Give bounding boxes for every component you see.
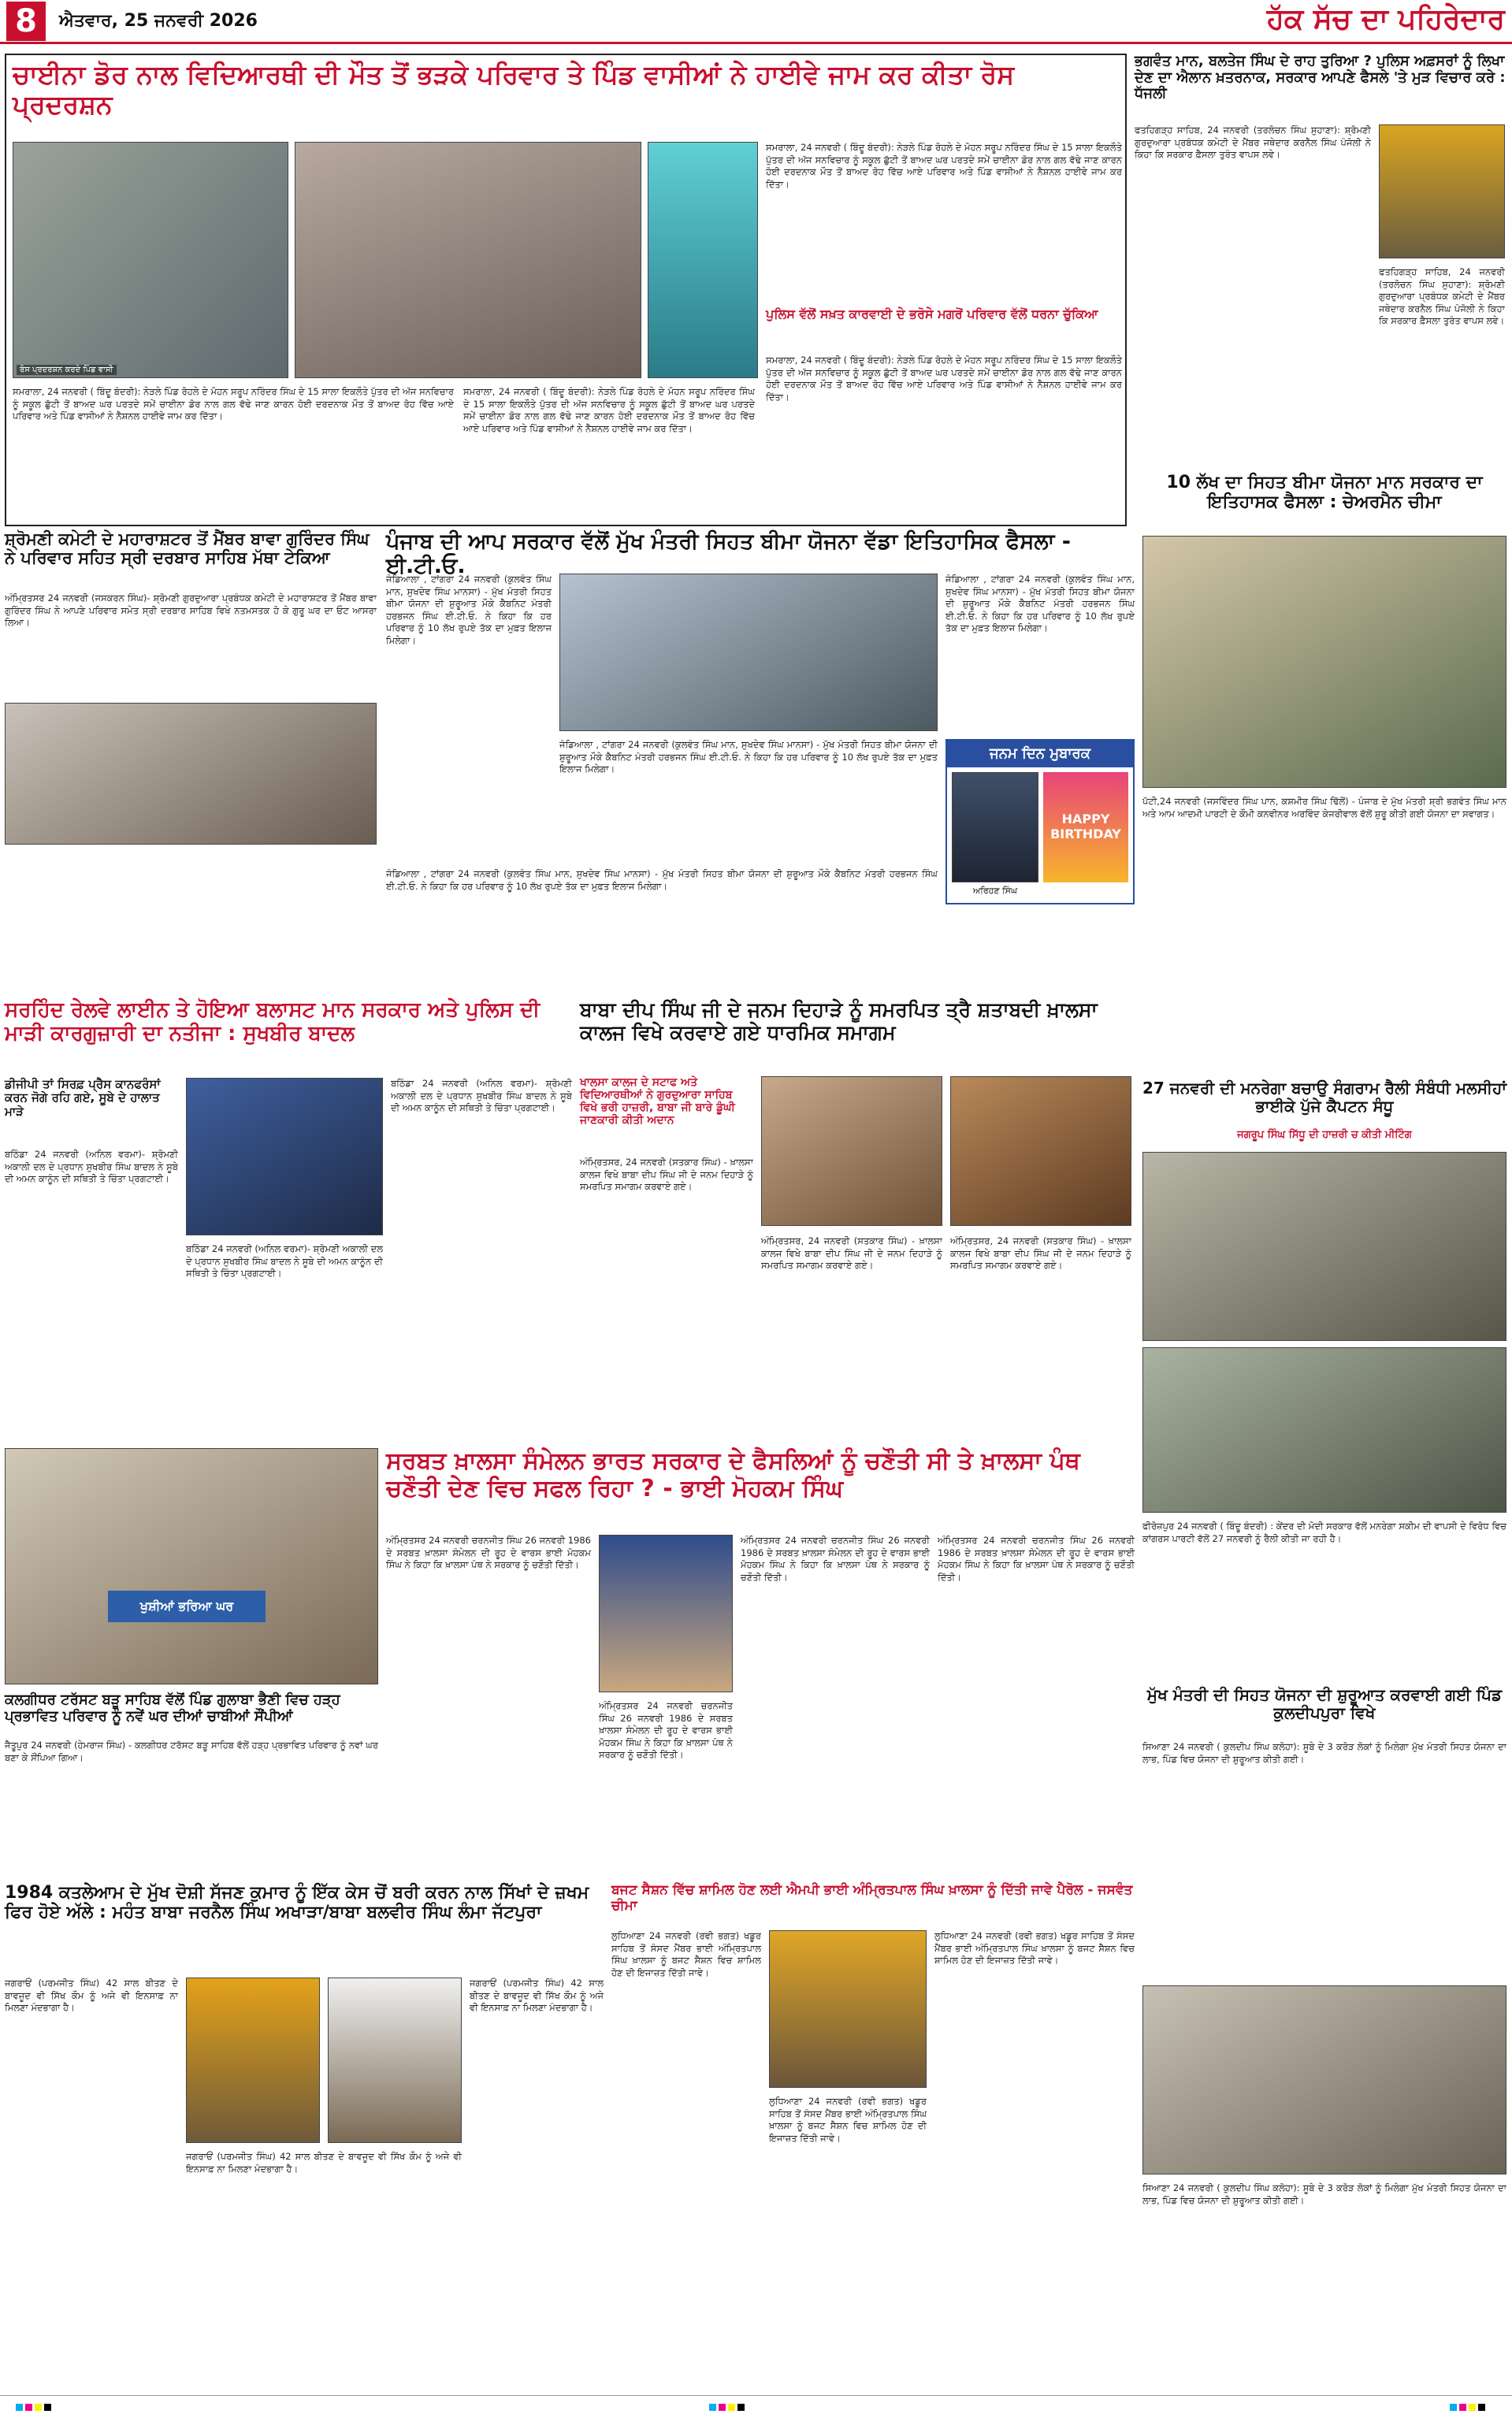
sarbat-body: ਅੰਮ੍ਰਿਤਸਰ 24 ਜਨਵਰੀ ਚਰਨਜੀਤ ਸਿੰਘ 26 ਜਨਵਰੀ 1986 ਦੇ ਸਰਬਤ ਖ਼ਾਲਸਾ ਸੰਮੇਲਨ ਦੀ ਰੂਹ ਦੇ ਵਾਰਸ ਭਾਈ ਮੋਹਕਮ ਸਿੰਘ ਨੇ ਕਿਹਾ ਕਿ ਖ਼ਾਲਸਾ ਪੰਥ ਨੇ ਸਰਕਾਰ ਨੂੰ ਚਣੌਤੀ ਦਿੱਤੀ। [386, 1535, 591, 1570]
sukhbir-story [5, 999, 572, 1440]
insurance-headline: ਪੰਜਾਬ ਦੀ ਆਪ ਸਰਕਾਰ ਵੱਲੋਂ ਮੁੱਖ ਮੰਤਰੀ ਸਿਹਤ ਬੀਮਾ ਯੋਜਨਾ ਵੱਡਾ ਇਤਿਹਾਸਿਕ ਫੈਸਲਾ - ਈ.ਟੀ.ਓ. [386, 529, 1071, 579]
sajjan-photo-1 [186, 1978, 320, 2143]
lead-body-col2: ਸਮਰਾਲਾ, 24 ਜਨਵਰੀ ( ਬਿੰਦੂ ਬੰਦਰੀ): ਨੇੜਲੇ ਪਿੰਡ ਰੋਹਲੇ ਦੇ ਮੋਹਨ ਸਰੂਪ ਨਰਿੰਦਰ ਸਿੰਘ ਦੇ 15 ਸਾਲਾ ਇਕਲੌਤੇ ਪੁੱਤਰ ਦੀ ਅੱਜ ਸਨਵਿਚਾਰ ਨੂੰ ਸਕੂਲ ਛੁੱਟੀ ਤੋਂ ਬਾਅਦ ਘਰ ਪਰਤਦੇ ਸਮੇਂ ਚਾਈਨਾ ਡੋਰ ਨਾਲ ਗਲ ਵੱਢੇ ਜਾਣ ਕਾਰਨ ਹੋਈ ਦਰਦਨਾਕ ਮੌਤ ਤੋਂ ਬਾਅਦ ਰੋਹ ਵਿੱਚ ਆਏ ਪਰਿਵਾਰ ਅਤੇ ਪਿੰਡ ਵਾਸੀਆਂ ਨੇ ਨੈਸ਼ਨਲ ਹਾਈਵੇ ਜਾਮ ਕਰ ਦਿੱਤਾ। [463, 386, 755, 434]
color-bar-center [709, 2399, 747, 2414]
khalsa-story [611, 1883, 1135, 2387]
sukhbir-body: ਬਠਿੰਡਾ 24 ਜਨਵਰੀ (ਅਨਿਲ ਵਰਮਾ)- ਸ਼੍ਰੋਮਣੀ ਅਕਾਲੀ ਦਲ ਦੇ ਪ੍ਰਧਾਨ ਸੁਖਬੀਰ ਸਿੰਘ ਬਾਦਲ ਨੇ ਸੂਬੇ ਦੀ ਅਮਨ ਕਾਨੂੰਨ ਦੀ ਸਥਿਤੀ ਤੇ ਚਿੰਤਾ ਪ੍ਰਗਟਾਈ। [5, 1149, 178, 1184]
right-top-body: ਫਤਹਿਗੜ੍ਹ ਸਾਹਿਬ, 24 ਜਨਵਰੀ (ਤਰਲੋਚਨ ਸਿੰਘ ਸੁਹਾਣਾ): ਸ਼੍ਰੋਮਣੀ ਗੁਰਦੁਆਰਾ ਪ੍ਰਬੰਧਕ ਕਮੇਟੀ ਦੇ ਮੈਂਬਰ ਜਥੇਦਾਰ ਕਰਨੈਲ ਸਿੰਘ ਪੰਜੋਲੀ ਨੇ ਕਿਹਾ ਕਿ ਸਰਕਾਰ ਫ਼ੈਸਲਾ ਤੁਰੰਤ ਵਾਪਸ ਲਵੇ। [1135, 124, 1371, 160]
insurance-story [386, 529, 1135, 994]
health-scheme-photo [1142, 1985, 1506, 2174]
sukhbir-photo [186, 1078, 383, 1235]
kalgidhar-body: ਜੈਤੂਪੁਰ 24 ਜਨਵਰੀ (ਹੇਮਰਾਜ ਸਿੰਘ) - ਕਲਗੀਧਰ ਟਰੱਸਟ ਬੜੂ ਸਾਹਿਬ ਵੱਲੋਂ ਹੜ੍ਹ ਪ੍ਰਭਾਵਿਤ ਪਰਿਵਾਰ ਨੂੰ ਨਵਾਂ ਘਰ ਬਣਾ ਕੇ ਸੌਂਪਿਆ ਗਿਆ। [5, 1740, 378, 1763]
sarbat-headline: ਸਰਬਤ ਖ਼ਾਲਸਾ ਸੰਮੇਲਨ ਭਾਰਤ ਸਰਕਾਰ ਦੇ ਫੈਸਲਿਆਂ ਨੂੰ ਚਣੌਤੀ ਸੀ ਤੇ ਖ਼ਾਲਸਾ ਪੰਥ ਚਣੌਤੀ ਦੇਣ ਵਿਚ ਸਫਲ ਰਿਹਾ ? - ਭਾਈ ਮੋਹਕਮ ਸਿੰਘ [386, 1447, 1080, 1502]
lead-body-col3: ਸਮਰਾਲਾ, 24 ਜਨਵਰੀ ( ਬਿੰਦੂ ਬੰਦਰੀ): ਨੇੜਲੇ ਪਿੰਡ ਰੋਹਲੇ ਦੇ ਮੋਹਨ ਸਰੂਪ ਨਰਿੰਦਰ ਸਿੰਘ ਦੇ 15 ਸਾਲਾ ਇਕਲੌਤੇ ਪੁੱਤਰ ਦੀ ਅੱਜ ਸਨਵਿਚਾਰ ਨੂੰ ਸਕੂਲ ਛੁੱਟੀ ਤੋਂ ਬਾਅਦ ਘਰ ਪਰਤਦੇ ਸਮੇਂ ਚਾਈਨਾ ਡੋਰ ਨਾਲ ਗਲ ਵੱਢੇ ਜਾਣ ਕਾਰਨ ਹੋਈ ਦਰਦਨਾਕ ਮੌਤ ਤੋਂ ਬਾਅਦ ਰੋਹ ਵਿੱਚ ਆਏ ਪਰਿਵਾਰ ਅਤੇ ਪਿੰਡ ਵਾਸੀਆਂ ਨੇ ਨੈਸ਼ਨਲ ਹਾਈਵੇ ਜਾਮ ਕਰ ਦਿੱਤਾ। [766, 142, 1122, 190]
rally-headline: 27 ਜਨਵਰੀ ਦੀ ਮਨਰੇਗਾ ਬਚਾਉ ਸੰਗਰਾਮ ਰੈਲੀ ਸੰਬੰਧੀ ਮਲਸੀਹਾਂ ਭਾਈਕੇ ਪੁੱਜੇ ਕੈਪਟਨ ਸੰਧੂ [1142, 1079, 1506, 1116]
khalsa-body: ਲੁਧਿਆਣਾ 24 ਜਨਵਰੀ (ਰਵੀ ਭਗਤ) ਖਡੂਰ ਸਾਹਿਬ ਤੋਂ ਸੰਸਦ ਮੈਂਬਰ ਭਾਈ ਅੰਮ੍ਰਿਤਪਾਲ ਸਿੰਘ ਖ਼ਾਲਸਾ ਨੂੰ ਬਜਟ ਸੈਸ਼ਨ ਵਿਚ ਸ਼ਾਮਿਲ ਹੋਣ ਦੀ ਇਜਾਜ਼ਤ ਦਿੱਤੀ ਜਾਵੇ। [611, 1930, 761, 1978]
sajjan-body-3: ਜਗਰਾਓਂ (ਪਰਮਜੀਤ ਸਿੰਘ) 42 ਸਾਲ ਬੀਤਣ ਦੇ ਬਾਵਜੂਦ ਵੀ ਸਿੱਖ ਕੌਮ ਨੂੰ ਅਜੇ ਵੀ ਇਨਸਾਫ਼ ਨਾ ਮਿਲਣਾ ਮੰਦਭਾਗਾ ਹੈ। [470, 1978, 604, 2013]
sukhbir-headline: ਸਰਹਿੰਦ ਰੇਲਵੇ ਲਾਈਨ ਤੇ ਹੋਇਆ ਬਲਾਸਟ ਮਾਨ ਸਰਕਾਰ ਅਤੇ ਪੁਲਿਸ ਦੀ ਮਾੜੀ ਕਾਰਗੁਜ਼ਾਰੀ ਦਾ ਨਤੀਜਾ : ਸੁਖਬੀਰ ਬਾਦਲ [5, 998, 541, 1045]
sgpc-story [5, 529, 377, 852]
sarbat-story [386, 1448, 1135, 1874]
rally-photo-2 [1142, 1347, 1506, 1513]
sajjan-headline: 1984 ਕਤਲੇਆਮ ਦੇ ਮੁੱਖ ਦੋਸ਼ੀ ਸੱਜਣ ਕੁਮਾਰ ਨੂੰ ਇੱਕ ਕੇਸ ਚੋਂ ਬਰੀ ਕਰਨ ਨਾਲ ਸਿੱਖਾਂ ਦੇ ਜ਼ਖਮ ਫਿਰ ਹੋਏ ਅੱਲੇ : ਮਹੰਤ ਬਾਬਾ ਜਰਨੈਲ ਸਿੰਘ ਅਖਾੜਾ/ਬਾਬਾ ਬਲਵੀਰ ਸਿੰਘ ਲੰਮਾ ਜੱਟਪੁਰਾ [5, 1883, 589, 1923]
cheema-photo [1142, 536, 1506, 788]
paper-name: ਹੱਕ ਸੱਚ ਦਾ ਪਹਿਰੇਦਾਰ [1266, 3, 1505, 35]
health-scheme-body-2: ਸਿਆਣਾ 24 ਜਨਵਰੀ ( ਕੁਲਦੀਪ ਸਿੰਘ ਕਲੋਹਾ): ਸੂਬੇ ਦੇ 3 ਕਰੋੜ ਲੋਕਾਂ ਨੂੰ ਮਿਲੇਗਾ ਮੁੱਖ ਮੰਤਰੀ ਸਿਹਤ ਯੋਜਨਾ ਦਾ ਲਾਭ, ਪਿੰਡ ਵਿਚ ਯੋਜਨਾ ਦੀ ਸ਼ੁਰੂਆਤ ਕੀਤੀ ਗਈ। [1142, 2182, 1506, 2206]
sukhbir-body-2: ਬਠਿੰਡਾ 24 ਜਨਵਰੀ (ਅਨਿਲ ਵਰਮਾ)- ਸ਼੍ਰੋਮਣੀ ਅਕਾਲੀ ਦਲ ਦੇ ਪ੍ਰਧਾਨ ਸੁਖਬੀਰ ਸਿੰਘ ਬਾਦਲ ਨੇ ਸੂਬੇ ਦੀ ਅਮਨ ਕਾਨੂੰਨ ਦੀ ਸਥਿਤੀ ਤੇ ਚਿੰਤਾ ਪ੍ਰਗਟਾਈ। [186, 1243, 383, 1279]
birthday-photo [952, 772, 1038, 882]
birthday-name: ਅਰਿਹਣ ਸਿੰਘ [972, 886, 1018, 896]
lead-photo-student [648, 142, 758, 378]
sgpc-headline: ਸ਼੍ਰੋਮਣੀ ਕਮੇਟੀ ਦੇ ਮਹਾਰਾਸ਼ਟਰ ਤੋਂ ਮੈਂਬਰ ਬਾਵਾ ਗੁਰਿੰਦਰ ਸਿੰਘ ਨੇ ਪਰਿਵਾਰ ਸਹਿਤ ਸ੍ਰੀ ਦਰਬਾਰ ਸਾਹਿਬ ਮੱਥਾ ਟੇਕਿਆ [5, 529, 370, 568]
sarbat-body-3: ਅੰਮ੍ਰਿਤਸਰ 24 ਜਨਵਰੀ ਚਰਨਜੀਤ ਸਿੰਘ 26 ਜਨਵਰੀ 1986 ਦੇ ਸਰਬਤ ਖ਼ਾਲਸਾ ਸੰਮੇਲਨ ਦੀ ਰੂਹ ਦੇ ਵਾਰਸ ਭਾਈ ਮੋਹਕਮ ਸਿੰਘ ਨੇ ਕਿਹਾ ਕਿ ਖ਼ਾਲਸਾ ਪੰਥ ਨੇ ਸਰਕਾਰ ਨੂੰ ਚਣੌਤੀ ਦਿੱਤੀ। [938, 1535, 1135, 1583]
right-top-photo [1379, 124, 1505, 258]
baba-deep-body-3: ਅੰਮ੍ਰਿਤਸਰ, 24 ਜਨਵਰੀ (ਸਤਕਾਰ ਸਿੰਘ) - ਖ਼ਾਲਸਾ ਕਾਲਜ ਵਿਖੇ ਬਾਬਾ ਦੀਪ ਸਿੰਘ ਜੀ ਦੇ ਜਨਮ ਦਿਹਾੜੇ ਨੂੰ ਸਮਰਪਿਤ ਸਮਾਗਮ ਕਰਵਾਏ ਗਏ। [950, 1235, 1131, 1271]
lead-story [5, 54, 1127, 526]
sgpc-photo [5, 703, 377, 845]
khalsa-photo [769, 1930, 927, 2088]
lead-headline: ਚਾਈਨਾ ਡੋਰ ਨਾਲ ਵਿਦਿਆਰਥੀ ਦੀ ਮੌਤ ਤੋਂ ਭੜਕੇ ਪਰਿਵਾਰ ਤੇ ਪਿੰਡ ਵਾਸੀਆਂ ਨੇ ਹਾਈਵੇ ਜਾਮ ਕਰ ਕੀਤਾ ਰੋਸ ਪ੍ਰਦਰਸ਼ਨ [13, 59, 1015, 120]
lead-body-col4: ਸਮਰਾਲਾ, 24 ਜਨਵਰੀ ( ਬਿੰਦੂ ਬੰਦਰੀ): ਨੇੜਲੇ ਪਿੰਡ ਰੋਹਲੇ ਦੇ ਮੋਹਨ ਸਰੂਪ ਨਰਿੰਦਰ ਸਿੰਘ ਦੇ 15 ਸਾਲਾ ਇਕਲੌਤੇ ਪੁੱਤਰ ਦੀ ਅੱਜ ਸਨਵਿਚਾਰ ਨੂੰ ਸਕੂਲ ਛੁੱਟੀ ਤੋਂ ਬਾਅਦ ਘਰ ਪਰਤਦੇ ਸਮੇਂ ਚਾਈਨਾ ਡੋਰ ਨਾਲ ਗਲ ਵੱਢੇ ਜਾਣ ਕਾਰਨ ਹੋਈ ਦਰਦਨਾਕ ਮੌਤ ਤੋਂ ਬਾਅਦ ਰੋਹ ਵਿੱਚ ਆਏ ਪਰਿਵਾਰ ਅਤੇ ਪਿੰਡ ਵਾਸੀਆਂ ਨੇ ਨੈਸ਼ਨਲ ਹਾਈਵੇ ਜਾਮ ਕਰ ਦਿੱਤਾ। [766, 355, 1122, 403]
sajjan-body: ਜਗਰਾਓਂ (ਪਰਮਜੀਤ ਸਿੰਘ) 42 ਸਾਲ ਬੀਤਣ ਦੇ ਬਾਵਜੂਦ ਵੀ ਸਿੱਖ ਕੌਮ ਨੂੰ ਅਜੇ ਵੀ ਇਨਸਾਫ਼ ਨਾ ਮਿਲਣਾ ਮੰਦਭਾਗਾ ਹੈ। [5, 1978, 178, 2013]
right-top-story [1135, 54, 1506, 471]
cheema-body: ਪੱਟੀ,24 ਜਨਵਰੀ (ਜਸਵਿੰਦਰ ਸਿੰਘ ਪਾਨ, ਕਸ਼ਮੀਰ ਸਿੰਘ ਢਿੱਲੋਂ) - ਪੰਜਾਬ ਦੇ ਮੁੱਖ ਮੰਤਰੀ ਸ਼੍ਰੀ ਭਗਵੰਤ ਸਿੰਘ ਮਾਨ ਅਤੇ ਆਮ ਆਦਮੀ ਪਾਰਟੀ ਦੇ ਕੌਮੀ ਕਨਵੀਨਰ ਅਰਵਿੰਦ ਕੇਜਰੀਵਾਲ ਵੱਲੋਂ ਸ਼ੁਰੂ ਕੀਤੀ ਗਈ ਯੋਜਨਾ ਦਾ ਸਵਾਗਤ। [1142, 796, 1506, 819]
sajjan-photo-2 [328, 1978, 462, 2143]
cheema-headline: 10 ਲੱਖ ਦਾ ਸਿਹਤ ਬੀਮਾ ਯੋਜਨਾ ਮਾਨ ਸਰਕਾਰ ਦਾ ਇਤਿਹਾਸਕ ਫੈਸਲਾ : ਚੇਅਰਮੈਨ ਚੀਮਾ [1166, 473, 1483, 513]
baba-deep-kicker: ਖਾਲਸਾ ਕਾਲਜ ਦੇ ਸਟਾਫ ਅਤੇ ਵਿਦਿਆਰਥੀਆਂ ਨੇ ਗੁਰਦੁਆਰਾ ਸਾਹਿਬ ਵਿਖੇ ਭਰੀ ਹਾਜ਼ਰੀ, ਬਾਬਾ ਜੀ ਬਾਰੇ ਡੂੰਘੀ ਜਾਣਕਾਰੀ ਕੀਤੀ ਅਦਾਨ [580, 1076, 735, 1127]
lead-photo-caption: ਰੋਸ ਪ੍ਰਦਰਸ਼ਨ ਕਰਦੇ ਪਿੰਡ ਵਾਸੀ [17, 365, 117, 375]
health-scheme-headline: ਮੁੱਖ ਮੰਤਰੀ ਦੀ ਸਿਹਤ ਯੋਜਨਾ ਦੀ ਸ਼ੁਰੂਆਤ ਕਰਵਾਈ ਗਈ ਪਿੰਡ ਕੁਲਦੀਪਪੁਰਾ ਵਿਖੇ [1146, 1685, 1503, 1722]
baba-deep-story [580, 999, 1131, 1440]
right-top-headline: ਭਗਵੰਤ ਮਾਨ, ਬਲਤੇਜ ਸਿੰਘ ਦੇ ਰਾਹ ਤੁਰਿਆ ? ਪੁਲਿਸ ਅਫ਼ਸਰਾਂ ਨੂੰ ਲਿਖਾ ਦੇਣ ਦਾ ਐਲਾਨ ਖ਼ਤਰਨਾਕ, ਸਰਕਾਰ ਆਪਣੇ ਫੈਸਲੇ 'ਤੇ ਮੁੜ ਵਿਚਾਰ ਕਰੇ : ਧੱਜਲੀ [1135, 53, 1506, 102]
sarbat-photo [599, 1535, 733, 1692]
baba-deep-photo-1 [761, 1076, 942, 1226]
baba-deep-body: ਅੰਮ੍ਰਿਤਸਰ, 24 ਜਨਵਰੀ (ਸਤਕਾਰ ਸਿੰਘ) - ਖ਼ਾਲਸਾ ਕਾਲਜ ਵਿਖੇ ਬਾਬਾ ਦੀਪ ਸਿੰਘ ਜੀ ਦੇ ਜਨਮ ਦਿਹਾੜੇ ਨੂੰ ਸਮਰਪਿਤ ਸਮਾਗਮ ਕਰਵਾਏ ਗਏ। [580, 1157, 753, 1192]
birthday-box [945, 739, 1135, 904]
color-bar-right [1450, 2399, 1488, 2414]
insurance-photo [559, 574, 938, 731]
baba-deep-photo-2 [950, 1076, 1131, 1226]
footer-registration [0, 2395, 1512, 2410]
masthead [0, 0, 1512, 44]
cheema-story [1142, 473, 1506, 1071]
lead-body: ਸਮਰਾਲਾ, 24 ਜਨਵਰੀ ( ਬਿੰਦੂ ਬੰਦਰੀ): ਨੇੜਲੇ ਪਿੰਡ ਰੋਹਲੇ ਦੇ ਮੋਹਨ ਸਰੂਪ ਨਰਿੰਦਰ ਸਿੰਘ ਦੇ 15 ਸਾਲਾ ਇਕਲੌਤੇ ਪੁੱਤਰ ਦੀ ਅੱਜ ਸਨਵਿਚਾਰ ਨੂੰ ਸਕੂਲ ਛੁੱਟੀ ਤੋਂ ਬਾਅਦ ਘਰ ਪਰਤਦੇ ਸਮੇਂ ਚਾਈਨਾ ਡੋਰ ਨਾਲ ਗਲ ਵੱਢੇ ਜਾਣ ਕਾਰਨ ਹੋਈ ਦਰਦਨਾਕ ਮੌਤ ਤੋਂ ਬਾਅਦ ਰੋਹ ਵਿੱਚ ਆਏ ਪਰਿਵਾਰ ਅਤੇ ਪਿੰਡ ਵਾਸੀਆਂ ਨੇ ਨੈਸ਼ਨਲ ਹਾਈਵੇ ਜਾਮ ਕਰ ਦਿੱਤਾ। [13, 386, 454, 422]
sajjan-body-2: ਜਗਰਾਓਂ (ਪਰਮਜੀਤ ਸਿੰਘ) 42 ਸਾਲ ਬੀਤਣ ਦੇ ਬਾਵਜੂਦ ਵੀ ਸਿੱਖ ਕੌਮ ਨੂੰ ਅਜੇ ਵੀ ਇਨਸਾਫ਼ ਨਾ ਮਿਲਣਾ ਮੰਦਭਾਗਾ ਹੈ। [186, 2151, 462, 2174]
sukhbir-kicker: ਡੀਜੀਪੀ ਤਾਂ ਸਿਰਫ਼ ਪ੍ਰੈਸ ਕਾਨਫਰੰਸਾਂ ਕਰਨ ਜੋਗੇ ਰਹਿ ਗਏ, ਸੂਬੇ ਦੇ ਹਾਲਾਤ ਮਾੜੇ [5, 1077, 161, 1119]
right-top-body-2: ਫਤਹਿਗੜ੍ਹ ਸਾਹਿਬ, 24 ਜਨਵਰੀ (ਤਰਲੋਚਨ ਸਿੰਘ ਸੁਹਾਣਾ): ਸ਼੍ਰੋਮਣੀ ਗੁਰਦੁਆਰਾ ਪ੍ਰਬੰਧਕ ਕਮੇਟੀ ਦੇ ਮੈਂਬਰ ਜਥੇਦਾਰ ਕਰਨੈਲ ਸਿੰਘ ਪੰਜੋਲੀ ਨੇ ਕਿਹਾ ਕਿ ਸਰਕਾਰ ਫ਼ੈਸਲਾ ਤੁਰੰਤ ਵਾਪਸ ਲਵੇ। [1379, 266, 1505, 326]
health-scheme-body: ਸਿਆਣਾ 24 ਜਨਵਰੀ ( ਕੁਲਦੀਪ ਸਿੰਘ ਕਲੋਹਾ): ਸੂਬੇ ਦੇ 3 ਕਰੋੜ ਲੋਕਾਂ ਨੂੰ ਮਿਲੇਗਾ ਮੁੱਖ ਮੰਤਰੀ ਸਿਹਤ ਯੋਜਨਾ ਦਾ ਲਾਭ, ਪਿੰਡ ਵਿਚ ਯੋਜਨਾ ਦੀ ਸ਼ੁਰੂਆਤ ਕੀਤੀ ਗਈ। [1142, 1741, 1506, 1765]
sukhbir-body-3: ਬਠਿੰਡਾ 24 ਜਨਵਰੀ (ਅਨਿਲ ਵਰਮਾ)- ਸ਼੍ਰੋਮਣੀ ਅਕਾਲੀ ਦਲ ਦੇ ਪ੍ਰਧਾਨ ਸੁਖਬੀਰ ਸਿੰਘ ਬਾਦਲ ਨੇ ਸੂਬੇ ਦੀ ਅਮਨ ਕਾਨੂੰਨ ਦੀ ਸਥਿਤੀ ਤੇ ਚਿੰਤਾ ਪ੍ਰਗਟਾਈ। [391, 1078, 572, 1113]
kalgidhar-banner: ਖੁਸ਼ੀਆਂ ਭਰਿਆ ਘਰ [108, 1591, 266, 1622]
khalsa-body-3: ਲੁਧਿਆਣਾ 24 ਜਨਵਰੀ (ਰਵੀ ਭਗਤ) ਖਡੂਰ ਸਾਹਿਬ ਤੋਂ ਸੰਸਦ ਮੈਂਬਰ ਭਾਈ ਅੰਮ੍ਰਿਤਪਾਲ ਸਿੰਘ ਖ਼ਾਲਸਾ ਨੂੰ ਬਜਟ ਸੈਸ਼ਨ ਵਿਚ ਸ਼ਾਮਿਲ ਹੋਣ ਦੀ ਇਜਾਜ਼ਤ ਦਿੱਤੀ ਜਾਵੇ। [934, 1930, 1135, 1966]
lead-photo-crowd [295, 142, 641, 378]
rally-body: ਫੀਰੋਜ਼ਪੁਰ 24 ਜਨਵਰੀ ( ਬਿੰਦੂ ਬੰਦਰੀ) : ਕੇਂਦਰ ਦੀ ਮੋਦੀ ਸਰਕਾਰ ਵੱਲੋਂ ਮਨਰੇਗਾ ਸਕੀਮ ਦੀ ਵਾਪਸੀ ਦੇ ਵਿਰੋਧ ਵਿਚ ਕਾਂਗਰਸ ਪਾਰਟੀ ਵੱਲੋਂ 27 ਜਨਵਰੀ ਨੂੰ ਰੈਲੀ ਕੀਤੀ ਜਾ ਰਹੀ ਹੈ। [1142, 1521, 1506, 1544]
baba-deep-headline: ਬਾਬਾ ਦੀਪ ਸਿੰਘ ਜੀ ਦੇ ਜਨਮ ਦਿਹਾੜੇ ਨੂੰ ਸਮਰਪਿਤ ਤ੍ਰੈ ਸ਼ਤਾਬਦੀ ਖ਼ਾਲਸਾ ਕਾਲਜ ਵਿਖੇ ਕਰਵਾਏ ਗਏ ਧਾਰਮਿਕ ਸਮਾਗਮ [580, 998, 1098, 1044]
kalgidhar-story [5, 1448, 378, 1874]
kalgidhar-photo [5, 1448, 378, 1684]
kalgidhar-headline: ਕਲਗੀਧਰ ਟਰੱਸਟ ਬੜੂ ਸਾਹਿਬ ਵੱਲੋਂ ਪਿੰਡ ਗੁਲਾਬਾ ਭੈਣੀ ਵਿਚ ਹੜ੍ਹ ਪ੍ਰਭਾਵਿਤ ਪਰਿਵਾਰ ਨੂੰ ਨਵੇਂ ਘਰ ਦੀਆਂ ਚਾਬੀਆਂ ਸੌਂਪੀਆਂ [5, 1692, 340, 1725]
rally-kicker: ਜਗਰੂਪ ਸਿੰਘ ਸਿੱਧੂ ਦੀ ਹਾਜ਼ਰੀ ਚ ਕੀਤੀ ਮੀਟਿੰਗ [1237, 1129, 1412, 1141]
sarbat-body-2: ਅੰਮ੍ਰਿਤਸਰ 24 ਜਨਵਰੀ ਚਰਨਜੀਤ ਸਿੰਘ 26 ਜਨਵਰੀ 1986 ਦੇ ਸਰਬਤ ਖ਼ਾਲਸਾ ਸੰਮੇਲਨ ਦੀ ਰੂਹ ਦੇ ਵਾਰਸ ਭਾਈ ਮੋਹਕਮ ਸਿੰਘ ਨੇ ਕਿਹਾ ਕਿ ਖ਼ਾਲਸਾ ਪੰਥ ਨੇ ਸਰਕਾਰ ਨੂੰ ਚਣੌਤੀ ਦਿੱਤੀ। [741, 1535, 930, 1583]
health-scheme-story [1142, 1686, 1506, 2387]
color-bar-left [16, 2399, 54, 2414]
lead-photo-protest [13, 142, 288, 378]
baba-deep-body-2: ਅੰਮ੍ਰਿਤਸਰ, 24 ਜਨਵਰੀ (ਸਤਕਾਰ ਸਿੰਘ) - ਖ਼ਾਲਸਾ ਕਾਲਜ ਵਿਖੇ ਬਾਬਾ ਦੀਪ ਸਿੰਘ ਜੀ ਦੇ ਜਨਮ ਦਿਹਾੜੇ ਨੂੰ ਸਮਰਪਿਤ ਸਮਾਗਮ ਕਰਵਾਏ ਗਏ। [761, 1235, 942, 1271]
khalsa-body-2: ਲੁਧਿਆਣਾ 24 ਜਨਵਰੀ (ਰਵੀ ਭਗਤ) ਖਡੂਰ ਸਾਹਿਬ ਤੋਂ ਸੰਸਦ ਮੈਂਬਰ ਭਾਈ ਅੰਮ੍ਰਿਤਪਾਲ ਸਿੰਘ ਖ਼ਾਲਸਾ ਨੂੰ ਬਜਟ ਸੈਸ਼ਨ ਵਿਚ ਸ਼ਾਮਿਲ ਹੋਣ ਦੀ ਇਜਾਜ਼ਤ ਦਿੱਤੀ ਜਾਵੇ। [769, 2096, 927, 2144]
birthday-card: HAPPY BIRTHDAY [1043, 772, 1128, 882]
khalsa-headline: ਬਜਟ ਸੈਸ਼ਨ ਵਿੱਚ ਸ਼ਾਮਿਲ ਹੋਣ ਲਈ ਐਮਪੀ ਭਾਈ ਅੰਮ੍ਰਿਤਪਾਲ ਸਿੰਘ ਖ਼ਾਲਸਾ ਨੂੰ ਦਿੱਤੀ ਜਾਵੇ ਪੈਰੋਲ - ਜਸਵੰਤ ਚੀਮਾ [611, 1882, 1133, 1914]
insurance-body-2: ਜੰਡਿਆਲਾ , ਟਾਂਗਰਾ 24 ਜਨਵਰੀ (ਕੁਲਵੰਤ ਸਿੰਘ ਮਾਨ, ਸੁਖਦੇਵ ਸਿੰਘ ਮਾਨਸਾ) - ਮੁੱਖ ਮੰਤਰੀ ਸਿਹਤ ਬੀਮਾ ਯੋਜਨਾ ਦੀ ਸ਼ੁਰੂਆਤ ਮੌਕੇ ਕੈਬਨਿਟ ਮੰਤਰੀ ਹਰਭਜਨ ਸਿੰਘ ਈ.ਟੀ.ਓ. ਨੇ ਕਿਹਾ ਕਿ ਹਰ ਪਰਿਵਾਰ ਨੂੰ 10 ਲੱਖ ਰੁਪਏ ਤੱਕ ਦਾ ਮੁਫ਼ਤ ਇਲਾਜ ਮਿਲੇਗਾ। [559, 739, 938, 774]
rally-photo-1 [1142, 1152, 1506, 1341]
page-number: 8 [6, 2, 46, 41]
insurance-body-4: ਜੰਡਿਆਲਾ , ਟਾਂਗਰਾ 24 ਜਨਵਰੀ (ਕੁਲਵੰਤ ਸਿੰਘ ਮਾਨ, ਸੁਖਦੇਵ ਸਿੰਘ ਮਾਨਸਾ) - ਮੁੱਖ ਮੰਤਰੀ ਸਿਹਤ ਬੀਮਾ ਯੋਜਨਾ ਦੀ ਸ਼ੁਰੂਆਤ ਮੌਕੇ ਕੈਬਨਿਟ ਮੰਤਰੀ ਹਰਭਜਨ ਸਿੰਘ ਈ.ਟੀ.ਓ. ਨੇ ਕਿਹਾ ਕਿ ਹਰ ਪਰਿਵਾਰ ਨੂੰ 10 ਲੱਖ ਰੁਪਏ ਤੱਕ ਦਾ ਮੁਫ਼ਤ ਇਲਾਜ ਮਿਲੇਗਾ। [386, 868, 938, 892]
birthday-label: ਜਨਮ ਦਿਨ ਮੁਬਾਰਕ [947, 741, 1133, 767]
rally-story [1142, 1079, 1506, 1678]
issue-date: ਐਤਵਾਰ, 25 ਜਨਵਰੀ 2026 [59, 11, 258, 31]
sajjan-story [5, 1883, 604, 2387]
lead-subhead: ਪੁਲਿਸ ਵੱਲੋਂ ਸਖ਼ਤ ਕਾਰਵਾਈ ਦੇ ਭਰੋਸੇ ਮਗਰੋਂ ਪਰਿਵਾਰ ਵੱਲੋਂ ਧਰਨਾ ਚੁੱਕਿਆ [766, 306, 1098, 321]
insurance-body-3: ਜੰਡਿਆਲਾ , ਟਾਂਗਰਾ 24 ਜਨਵਰੀ (ਕੁਲਵੰਤ ਸਿੰਘ ਮਾਨ, ਸੁਖਦੇਵ ਸਿੰਘ ਮਾਨਸਾ) - ਮੁੱਖ ਮੰਤਰੀ ਸਿਹਤ ਬੀਮਾ ਯੋਜਨਾ ਦੀ ਸ਼ੁਰੂਆਤ ਮੌਕੇ ਕੈਬਨਿਟ ਮੰਤਰੀ ਹਰਭਜਨ ਸਿੰਘ ਈ.ਟੀ.ਓ. ਨੇ ਕਿਹਾ ਕਿ ਹਰ ਪਰਿਵਾਰ ਨੂੰ 10 ਲੱਖ ਰੁਪਏ ਤੱਕ ਦਾ ਮੁਫ਼ਤ ਇਲਾਜ ਮਿਲੇਗਾ। [945, 574, 1135, 633]
sarbat-body-4: ਅੰਮ੍ਰਿਤਸਰ 24 ਜਨਵਰੀ ਚਰਨਜੀਤ ਸਿੰਘ 26 ਜਨਵਰੀ 1986 ਦੇ ਸਰਬਤ ਖ਼ਾਲਸਾ ਸੰਮੇਲਨ ਦੀ ਰੂਹ ਦੇ ਵਾਰਸ ਭਾਈ ਮੋਹਕਮ ਸਿੰਘ ਨੇ ਕਿਹਾ ਕਿ ਖ਼ਾਲਸਾ ਪੰਥ ਨੇ ਸਰਕਾਰ ਨੂੰ ਚਣੌਤੀ ਦਿੱਤੀ। [599, 1700, 733, 1760]
insurance-body: ਜੰਡਿਆਲਾ , ਟਾਂਗਰਾ 24 ਜਨਵਰੀ (ਕੁਲਵੰਤ ਸਿੰਘ ਮਾਨ, ਸੁਖਦੇਵ ਸਿੰਘ ਮਾਨਸਾ) - ਮੁੱਖ ਮੰਤਰੀ ਸਿਹਤ ਬੀਮਾ ਯੋਜਨਾ ਦੀ ਸ਼ੁਰੂਆਤ ਮੌਕੇ ਕੈਬਨਿਟ ਮੰਤਰੀ ਹਰਭਜਨ ਸਿੰਘ ਈ.ਟੀ.ਓ. ਨੇ ਕਿਹਾ ਕਿ ਹਰ ਪਰਿਵਾਰ ਨੂੰ 10 ਲੱਖ ਰੁਪਏ ਤੱਕ ਦਾ ਮੁਫ਼ਤ ਇਲਾਜ ਮਿਲੇਗਾ। [386, 574, 552, 646]
sgpc-body: ਅੰਮ੍ਰਿਤਸਰ 24 ਜਨਵਰੀ (ਜਸਕਰਨ ਸਿੰਘ)- ਸ਼੍ਰੋਮਣੀ ਗੁਰਦੁਆਰਾ ਪ੍ਰਬੰਧਕ ਕਮੇਟੀ ਦੇ ਮਹਾਰਾਸ਼ਟਰ ਤੋਂ ਮੈਂਬਰ ਬਾਵਾ ਗੁਰਿੰਦਰ ਸਿੰਘ ਨੇ ਆਪਣੇ ਪਰਿਵਾਰ ਸਮੇਤ ਸ੍ਰੀ ਦਰਬਾਰ ਸਾਹਿਬ ਵਿਖੇ ਨਤਮਸਤਕ ਹੋ ਕੇ ਗੁਰੂ ਘਰ ਦਾ ਓਟ ਆਸਰਾ ਲਿਆ। [5, 592, 377, 628]
